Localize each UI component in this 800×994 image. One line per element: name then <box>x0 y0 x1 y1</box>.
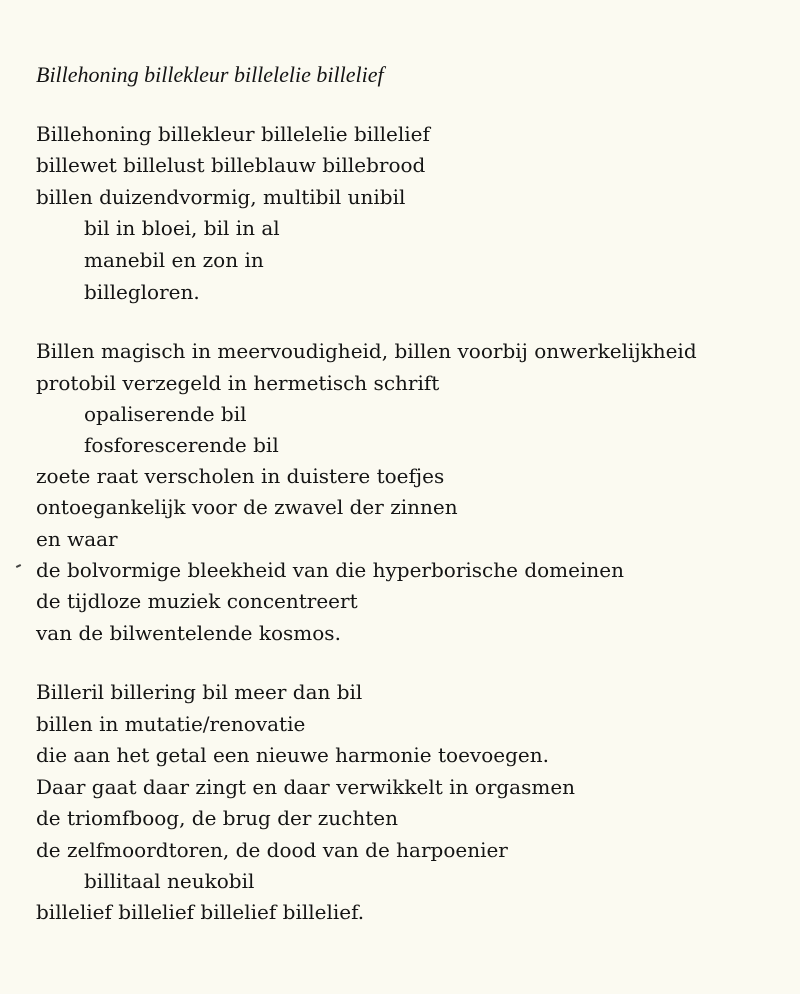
poem-line: Billen magisch in meervoudigheid, billen voorbij onwerkelijkheid <box>36 339 697 363</box>
poem-line: billitaal neukobil <box>84 869 255 893</box>
poem-line: billelief billelief billelief billelief. <box>36 900 365 924</box>
poem-line: protobil verzegeld in hermetisch schrift <box>36 371 440 395</box>
poem-line: en waar <box>36 527 118 551</box>
poem-line: de tijdloze muziek concentreert <box>36 589 358 613</box>
poem-line: billegloren. <box>84 280 200 304</box>
poem-line: zoete raat verscholen in duistere toefjes <box>36 464 445 488</box>
poem-line: die aan het getal een nieuwe harmonie toevoegen. <box>36 743 549 767</box>
poem-line: billewet billelust billeblauw billebrood <box>36 153 426 177</box>
poem-line: fosforescerende bil <box>84 433 279 457</box>
poem-line: de triomfboog, de brug der zuchten <box>36 806 399 830</box>
poem-line: de bolvormige bleekheid van die hyperborische domeinen <box>36 558 624 582</box>
poem-line: Billehoning billekleur billelelie billelief <box>36 122 430 146</box>
poem-line: Daar gaat daar zingt en daar verwikkelt in orgasmen <box>36 775 576 799</box>
poem-line: manebil en zon in <box>84 248 264 272</box>
poem-line: de zelfmoordtoren, de dood van de harpoenier <box>36 838 508 862</box>
print-speck <box>16 564 21 568</box>
poem-line: billen duizendvormig, multibil unibil <box>36 185 406 209</box>
poem-line: opaliserende bil <box>84 402 247 426</box>
poem-line: bil in bloei, bil in al <box>84 216 280 240</box>
poem-line: van de bilwentelende kosmos. <box>36 621 341 645</box>
poem-line: ontoegankelijk voor de zwavel der zinnen <box>36 495 458 519</box>
poem-line: billen in mutatie/renovatie <box>36 712 306 736</box>
poem-title: Billehoning billekleur billelelie billelief <box>36 62 384 87</box>
poem-line: Billeril billering bil meer dan bil <box>36 680 363 704</box>
